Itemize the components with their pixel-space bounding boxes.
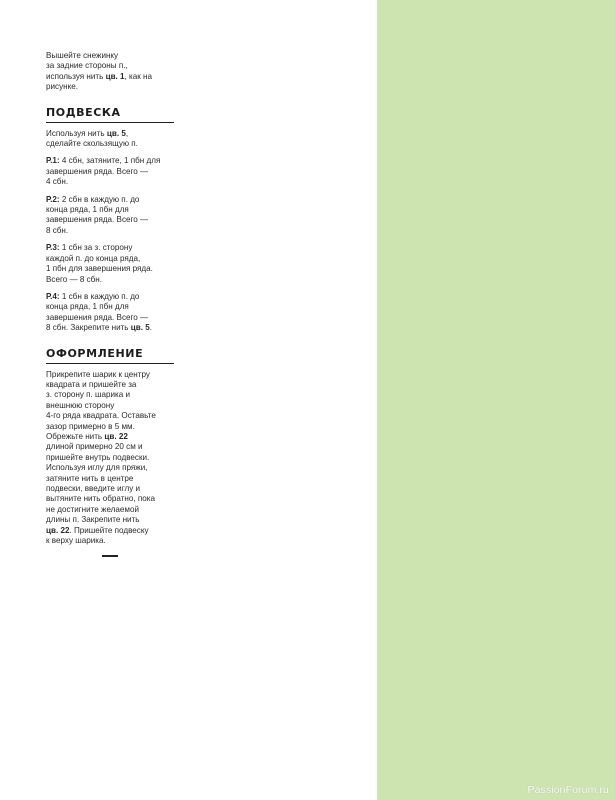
intro-paragraph — [46, 51, 178, 93]
row-1-text: 4 сбн, затяните, 1 пбн для завершения ряда. Всего — 4 сбн. — [46, 156, 161, 187]
row-3 — [46, 243, 178, 285]
row-4-label: Р.4: — [46, 291, 60, 301]
instructions-column — [46, 51, 178, 557]
row-1-label: Р.1: — [46, 156, 60, 166]
row-2 — [46, 195, 178, 237]
row-4-color-ref: цв. 5 — [130, 323, 150, 333]
finishing-color-ref-2: цв. 22 — [46, 525, 70, 535]
row-4 — [46, 292, 178, 334]
pendant-intro-after: , сделайте скользящую п. — [46, 128, 138, 149]
finishing-color-ref-1: цв. 22 — [104, 431, 128, 441]
row-1 — [46, 156, 178, 187]
end-of-section-mark — [102, 555, 118, 557]
pendant-color-ref: цв. 5 — [106, 128, 126, 138]
pendant-intro-text: Используя нить — [46, 128, 107, 138]
row-2-text: 2 сбн в каждую п. до конца ряда, 1 пбн для завершения ряда. Всего — 8 сбн. — [46, 194, 149, 235]
row-3-text: 1 сбн за з. сторону каждой п. до конца ряда, 1 пбн для завершения ряда. Всего — 8 сбн. — [46, 243, 153, 284]
finishing-paragraph — [46, 370, 178, 547]
intro-text-after: , как на рисунке. — [46, 71, 153, 92]
row-3-label: Р.3: — [46, 243, 60, 253]
finishing-heading: ОФОРМЛЕНИЕ — [46, 348, 174, 364]
finishing-text-2: длиной примерно 20 см и пришейте внутрь подвески. Используя иглу для пряжи, затяните нить в центре подвески, введите иглу и вытяните нить обратно, пока не достигните желаемой длины п. Закрепите нить — [46, 442, 155, 525]
intro-text: Вышейте снежинку за задние стороны п., используя нить — [46, 51, 128, 81]
row-4-tail: . — [149, 323, 152, 333]
finishing-text-3: . Пришейте подвеску к верху шарика. — [46, 525, 149, 546]
row-4-text: 1 сбн в каждую п. до конца ряда, 1 пбн для завершения ряда. Всего — 8 сбн. Закрепите нить — [46, 291, 149, 333]
pendant-heading: ПОДВЕСКА — [46, 107, 174, 123]
intro-color-ref: цв. 1 — [105, 71, 125, 81]
green-side-panel — [377, 0, 615, 800]
finishing-text-1: Прикрепите шарик к центру квадрата и пришейте за з. сторону п. шарика и внешнюю сторону 4-го ряда квадрата. Оставьте зазор примерно в 5 мм. Обрежьте нить — [46, 369, 156, 441]
watermark-brand[interactable]: PassionForum.ru — [527, 784, 609, 796]
row-2-label: Р.2: — [46, 194, 60, 204]
pendant-intro — [46, 129, 178, 150]
